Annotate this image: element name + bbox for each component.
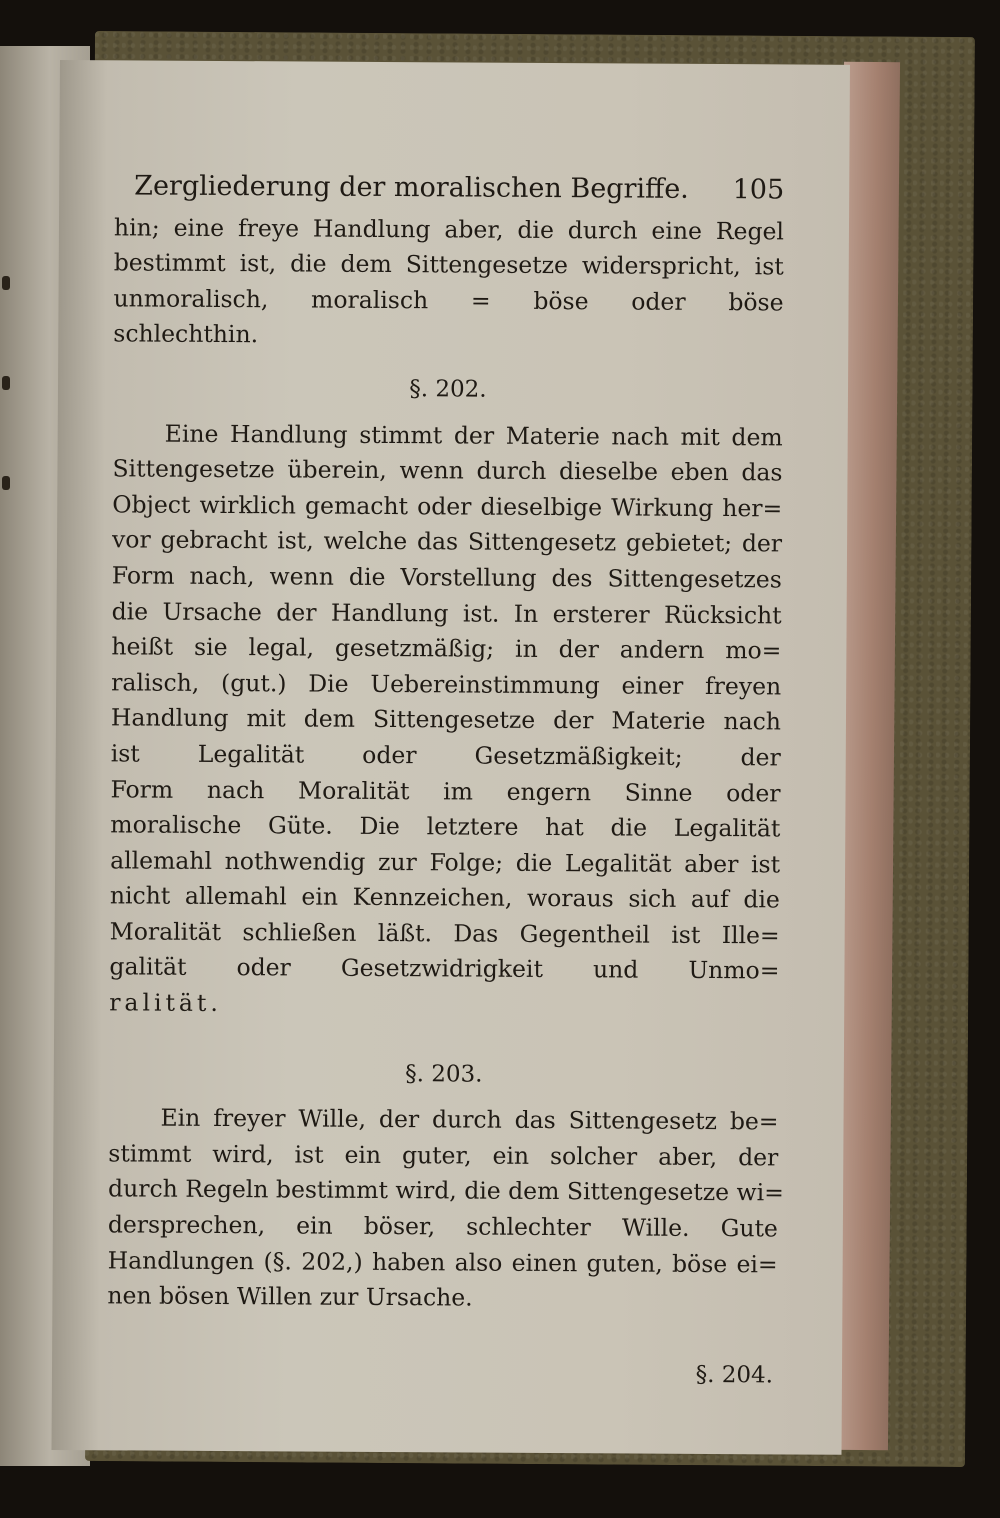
page-text: [107, 168, 784, 1393]
text-line: die Ursache der Handlung ist. In ersterer Rücksicht: [111, 596, 782, 629]
text-line: ist Legalität oder Gesetzmäßigkeit; der: [110, 739, 781, 772]
text-line: unmoralisch, moralisch = böse oder böse: [113, 284, 784, 317]
text-line: vor gebracht ist, welche das Sittengesetz gebietet; der: [111, 525, 783, 558]
text-line: stimmt wird, ist ein guter, ein solcher aber, der: [108, 1139, 779, 1172]
text-line: nen bösen Willen zur Ursache.: [107, 1281, 473, 1312]
text-line: allemahl nothwendig zur Folge; die Legalität aber ist: [110, 846, 781, 879]
section-203-paragraph: [107, 1101, 784, 1319]
text-line: Sittengesetze überein, wenn durch dieselbe eben das: [112, 454, 783, 487]
text-line: Form nach Moralität im engern Sinne oder: [110, 774, 781, 807]
text-line: heißt sie legal, gesetzmäßig; in der andern mo=: [111, 632, 782, 665]
text-line: moralische Güte. Die letztere hat die Legalität: [110, 810, 781, 843]
text-line: Form nach, wenn die Vorstellung des Sittengesetzes: [111, 561, 782, 594]
section-202-paragraph: [109, 416, 783, 1025]
page-number: 105: [732, 174, 785, 206]
text-line: galität oder Gesetzwidrigkeit und Unmo=: [109, 952, 780, 985]
text-line: Moralität schließen läßt. Das Gegentheil ist Ille=: [109, 917, 780, 950]
text-line: ralisch, (gut.) Die Uebereinstimmung einer freyen: [111, 668, 782, 701]
intro-paragraph: [113, 210, 784, 356]
text-line: hin; eine freye Handlung aber, die durch eine Regel: [113, 212, 785, 246]
running-head: [114, 168, 784, 208]
text-line: Object wirklich gemacht oder dieselbige Wirkung her=: [112, 490, 783, 523]
catchword: §. 204.: [695, 1361, 774, 1389]
text-line: Eine Handlung stimmt der Materie nach mit dem: [164, 419, 783, 451]
text-line: dersprechen, ein böser, schlechter Wille. Gute: [107, 1210, 778, 1243]
text-line: ralität.: [109, 988, 222, 1018]
text-line: Handlung mit dem Sittengesetze der Materie nach: [110, 703, 782, 736]
section-heading-203: §. 203.: [405, 1060, 483, 1088]
text-line: nicht allemahl ein Kennzeichen, woraus sich auf die: [109, 881, 780, 914]
text-line: durch Regeln bestimmt wird, die dem Sittengesetze wi=: [108, 1174, 784, 1207]
running-title: Zergliederung der moralischen Begriffe.: [134, 170, 689, 205]
section-heading-202: §. 202.: [409, 376, 487, 403]
book-page: [52, 60, 850, 1455]
text-line: schlechthin.: [113, 319, 259, 349]
text-line: Handlungen (§. 202,) haben also einen guten, böse ei=: [107, 1245, 778, 1279]
text-line: bestimmt ist, die dem Sittengesetze widerspricht, ist: [113, 248, 784, 281]
text-line: Ein freyer Wille, der durch das Sittengesetz be=: [160, 1103, 779, 1136]
